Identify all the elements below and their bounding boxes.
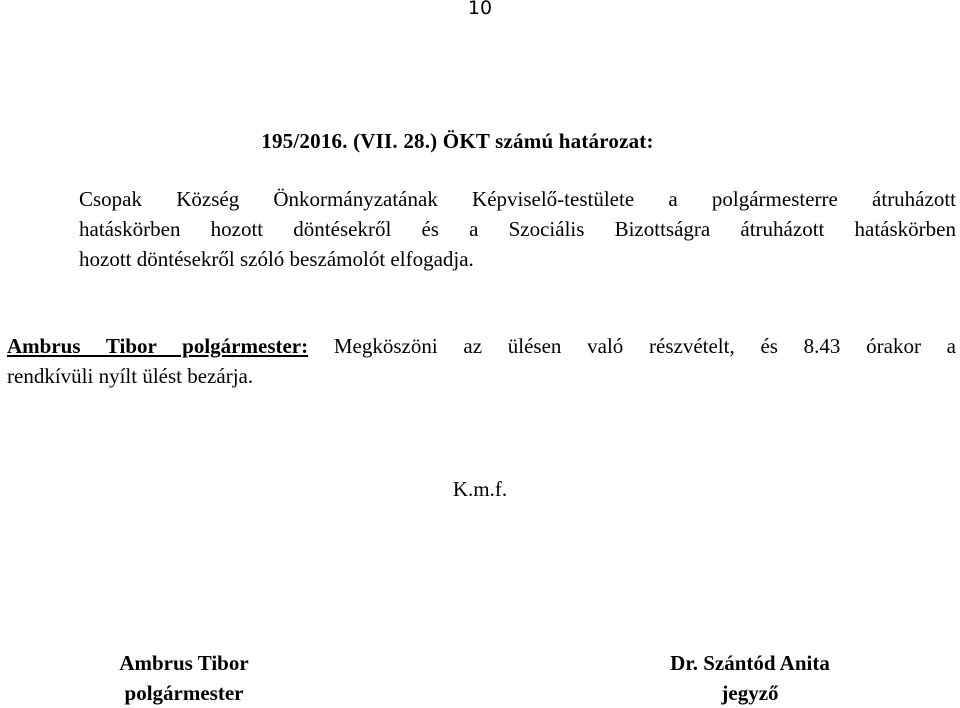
closing-statement (7, 331, 956, 391)
closing-text-2: rendkívüli nyílt ülést bezárja. (7, 364, 254, 388)
closing-text-1: Megköszöni az ülésen való részvételt, és 8.43 órakor a (333, 334, 957, 358)
resolution-line: hozott döntésekről szóló beszámolót elfogadja. (79, 247, 474, 271)
resolution-line: hatáskörben hozott döntésekről és a Szociális Bizottságra átruházott hatáskörben (79, 217, 956, 241)
signature-role: polgármester (124, 681, 244, 705)
signature-notary (640, 648, 860, 708)
signature-name: Ambrus Tibor (119, 651, 249, 675)
resolution-title: 195/2016. (VII. 28.) ÖKT számú határozat: (261, 129, 654, 153)
signature-role: jegyző (721, 681, 779, 705)
kmf-mark: K.m.f. (452, 477, 508, 501)
signature-name: Dr. Szántód Anita (670, 651, 830, 675)
resolution-text (79, 184, 956, 274)
page-number: 10 (467, 0, 493, 19)
resolution-line: Csopak Község Önkormányzatának Képviselő-testülete a polgármesterre átruházott (79, 187, 956, 211)
speaker-name: Ambrus Tibor polgármester: (7, 334, 309, 358)
closing-line-1 (7, 331, 956, 361)
signature-mayor (91, 648, 277, 708)
